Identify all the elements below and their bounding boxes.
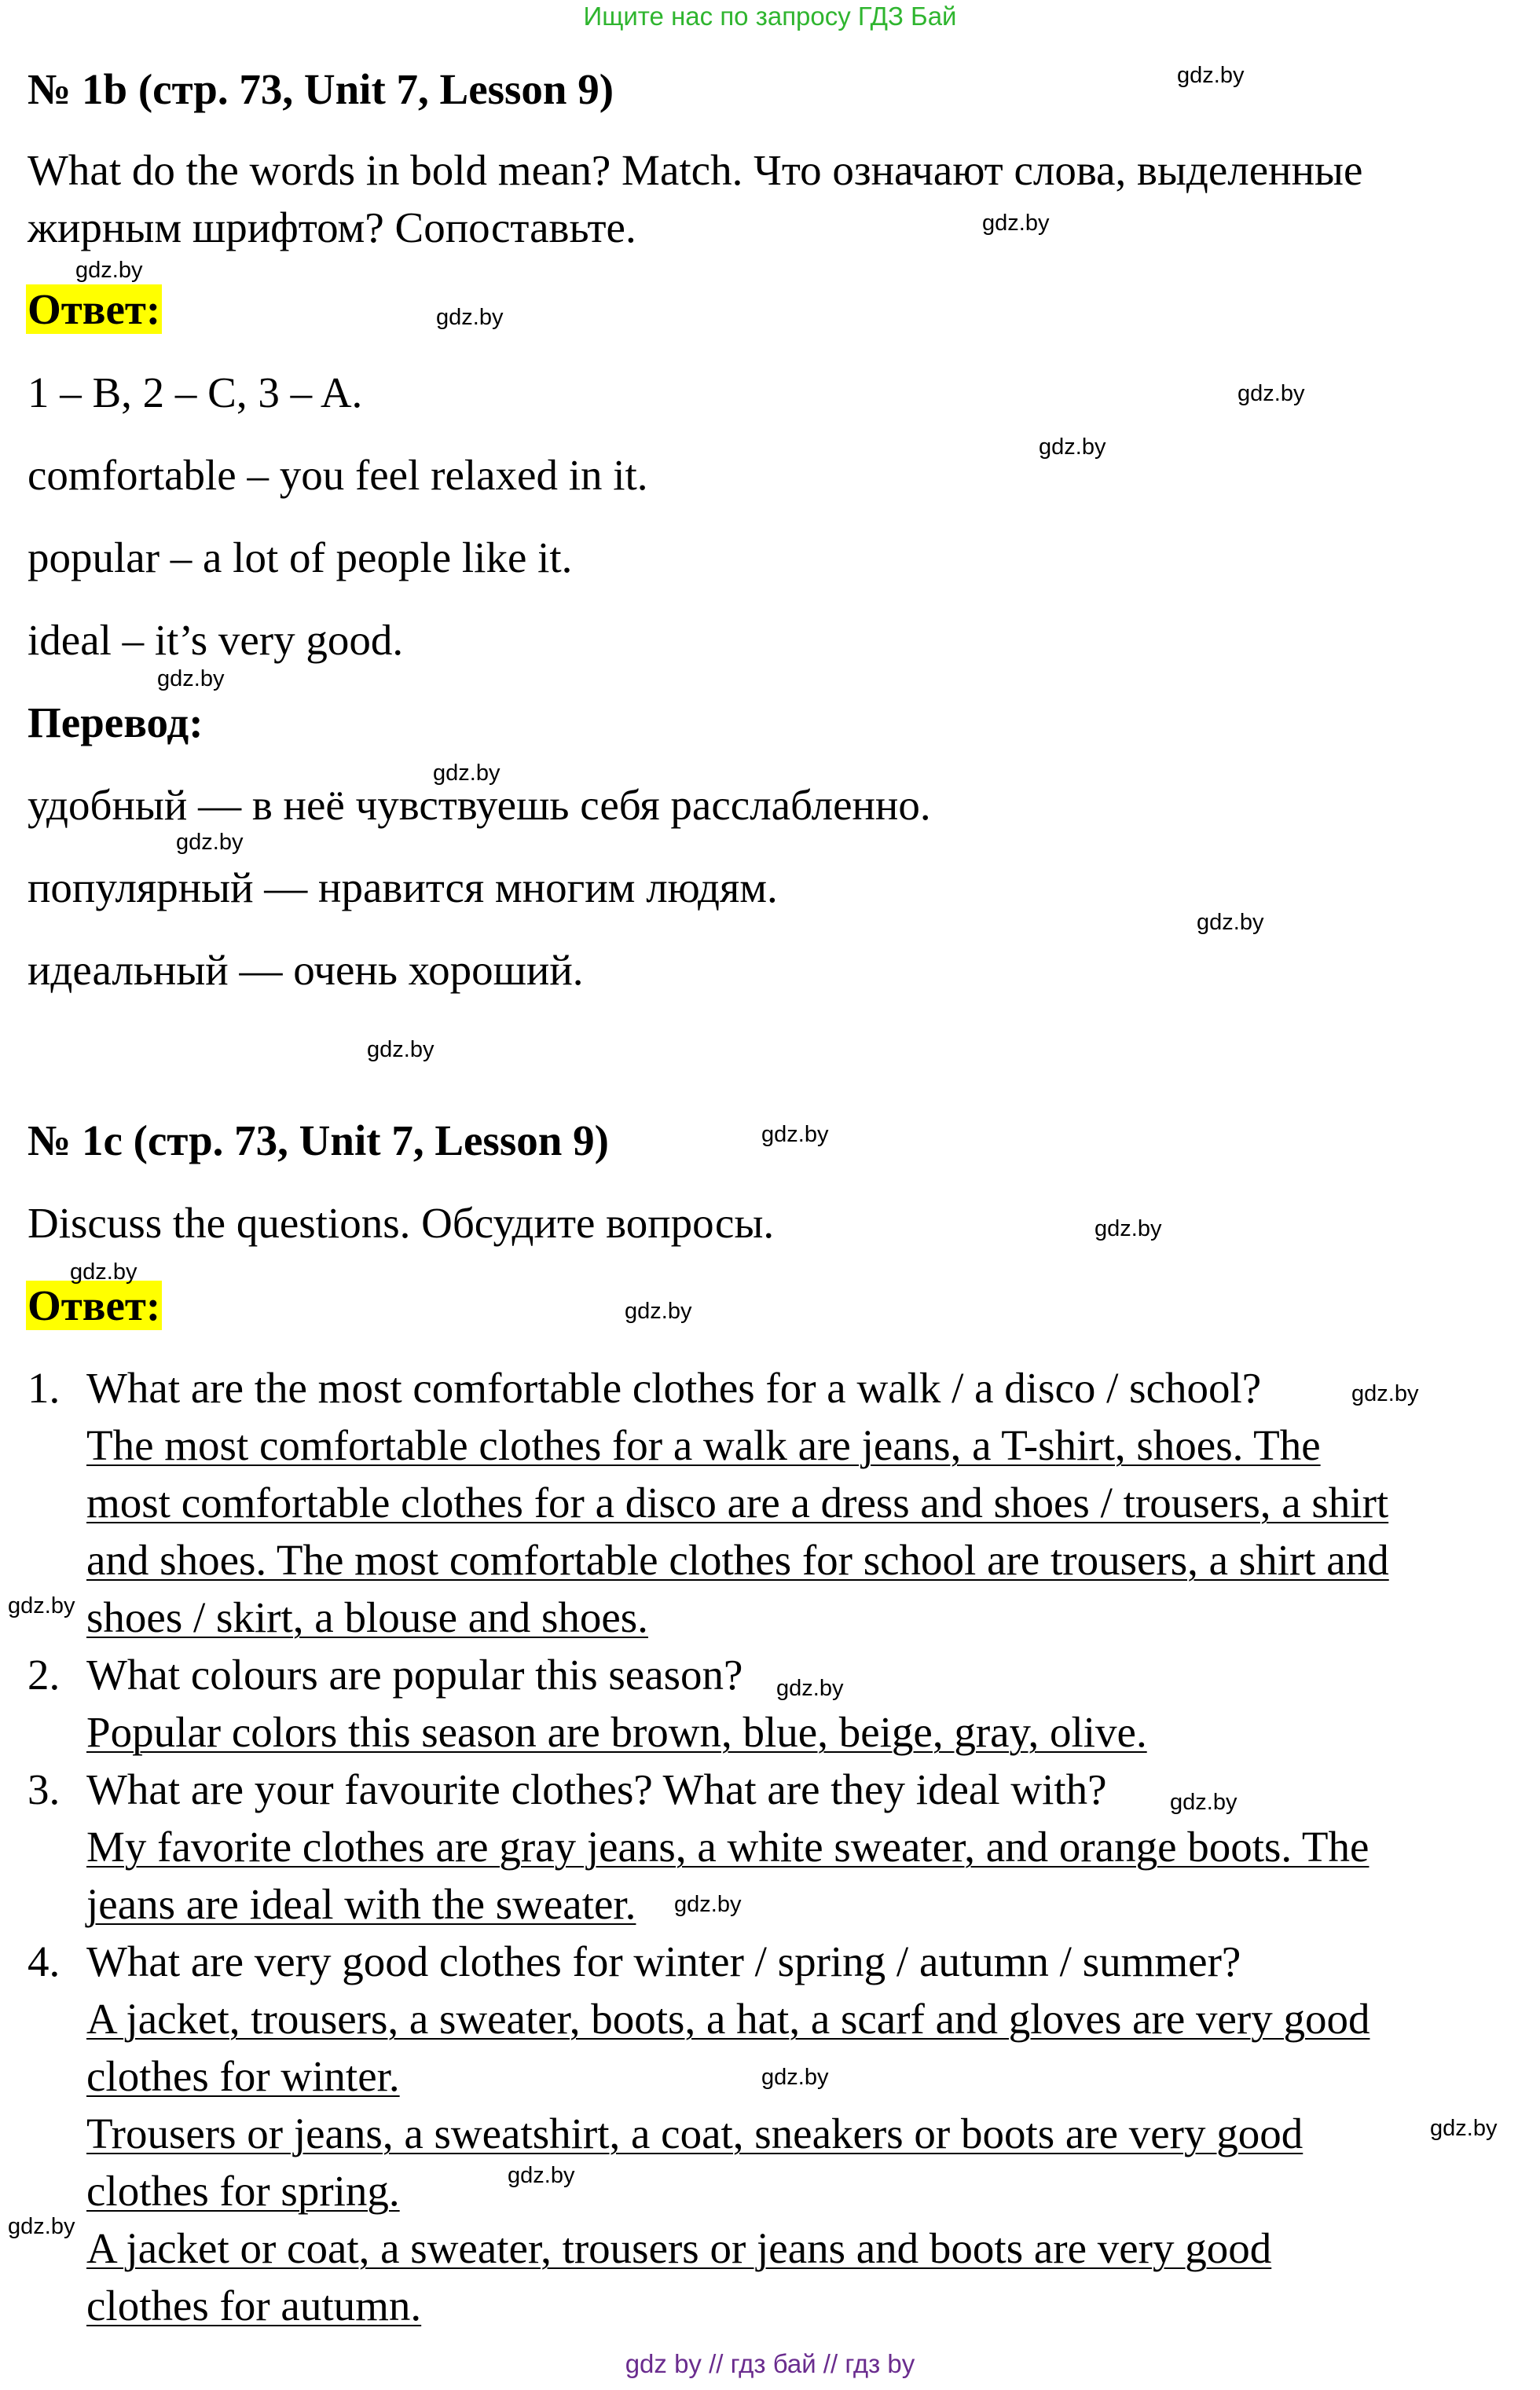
answer-line: and shoes. The most comfortable clothes for school are trousers, a shirt and — [86, 1536, 1389, 1584]
list-number: 4. — [28, 1937, 60, 1985]
watermark: gdz.by — [176, 830, 244, 855]
watermark: gdz.by — [433, 761, 500, 786]
question-text: What are the most comfortable clothes for a walk / a disco / school? — [86, 1364, 1262, 1412]
answer-line: jeans are ideal with the sweater. — [86, 1880, 636, 1928]
question-text: What are very good clothes for winter / spring / autumn / summer? — [86, 1937, 1241, 1985]
answer-line: clothes for autumn. — [86, 2282, 422, 2330]
translation-item: идеальный — очень хороший. — [28, 946, 584, 994]
translation-item: популярный — нравится многим людям. — [28, 863, 778, 911]
watermark: gdz.by — [674, 1892, 742, 1917]
list-number: 1. — [28, 1364, 60, 1412]
answer-line: clothes for winter. — [86, 2052, 400, 2100]
answer-line: Trousers or jeans, a sweatshirt, a coat, sneakers or boots are very good — [86, 2110, 1304, 2157]
translation-item: удобный — в неё чувствуешь себя расслабленно. — [28, 781, 931, 829]
watermark: gdz.by — [157, 666, 225, 691]
watermark: gdz.by — [1094, 1216, 1162, 1241]
answer-key: 1 – B, 2 – C, 3 – A. — [28, 368, 363, 416]
watermark: gdz.by — [508, 2163, 575, 2188]
watermark: gdz.by — [8, 2214, 75, 2239]
definition-item: popular – a lot of people like it. — [28, 533, 573, 581]
footer-watermark: gdz by // гдз бай // гдз by — [625, 2349, 915, 2378]
watermark: gdz.by — [761, 2065, 829, 2090]
top-banner: Ищите нас по запросу ГДЗ Бай — [583, 2, 957, 31]
watermark: gdz.by — [761, 1122, 829, 1147]
watermark: gdz.by — [982, 211, 1050, 236]
section-heading-1c: № 1c (стр. 73, Unit 7, Lesson 9) — [28, 1116, 609, 1164]
watermark: gdz.by — [1039, 434, 1106, 460]
watermark: gdz.by — [1170, 1790, 1238, 1815]
answer-line: shoes / skirt, a blouse and shoes. — [86, 1593, 648, 1641]
watermark: gdz.by — [776, 1676, 844, 1701]
watermark: gdz.by — [1177, 63, 1245, 88]
watermark: gdz.by — [1430, 2116, 1498, 2141]
task-text-line-1: What do the words in bold mean? Match. Что означают слова, выделенные — [28, 146, 1363, 194]
answer-label: Ответ: — [28, 285, 161, 333]
watermark: gdz.by — [70, 1259, 138, 1285]
definition-item: ideal – it’s very good. — [28, 616, 404, 664]
task-text: Discuss the questions. Обсудите вопросы. — [28, 1199, 775, 1247]
task-text-line-2: жирным шрифтом? Сопоставьте. — [28, 203, 636, 251]
watermark: gdz.by — [367, 1037, 434, 1062]
answer-line: A jacket or coat, a sweater, trousers or jeans and boots are very good — [86, 2224, 1272, 2272]
answer-line: A jacket, trousers, a sweater, boots, a hat, a scarf and gloves are very good — [86, 1995, 1370, 2043]
answer-line: My favorite clothes are gray jeans, a white sweater, and orange boots. The — [86, 1823, 1370, 1871]
definition-item: comfortable – you feel relaxed in it. — [28, 451, 648, 499]
list-number: 2. — [28, 1651, 60, 1699]
watermark: gdz.by — [625, 1299, 692, 1324]
answer-line: clothes for spring. — [86, 2167, 400, 2215]
answer-label: Ответ: — [28, 1281, 161, 1329]
watermark: gdz.by — [75, 258, 143, 283]
section-heading-1b: № 1b (стр. 73, Unit 7, Lesson 9) — [28, 65, 614, 113]
answer-line: Popular colors this season are brown, blue, beige, gray, olive. — [86, 1708, 1147, 1756]
translation-label: Перевод: — [28, 698, 204, 746]
watermark: gdz.by — [1197, 910, 1264, 935]
list-number: 3. — [28, 1765, 60, 1813]
watermark: gdz.by — [436, 305, 504, 330]
watermark: gdz.by — [1238, 381, 1305, 406]
question-text: What are your favourite clothes? What are they ideal with? — [86, 1765, 1107, 1813]
answer-line: most comfortable clothes for a disco are a dress and shoes / trousers, a shirt — [86, 1479, 1389, 1527]
answer-line: The most comfortable clothes for a walk are jeans, a T-shirt, shoes. The — [86, 1421, 1321, 1469]
watermark: gdz.by — [8, 1593, 75, 1618]
question-text: What colours are popular this season? — [86, 1651, 743, 1699]
watermark: gdz.by — [1351, 1381, 1419, 1406]
